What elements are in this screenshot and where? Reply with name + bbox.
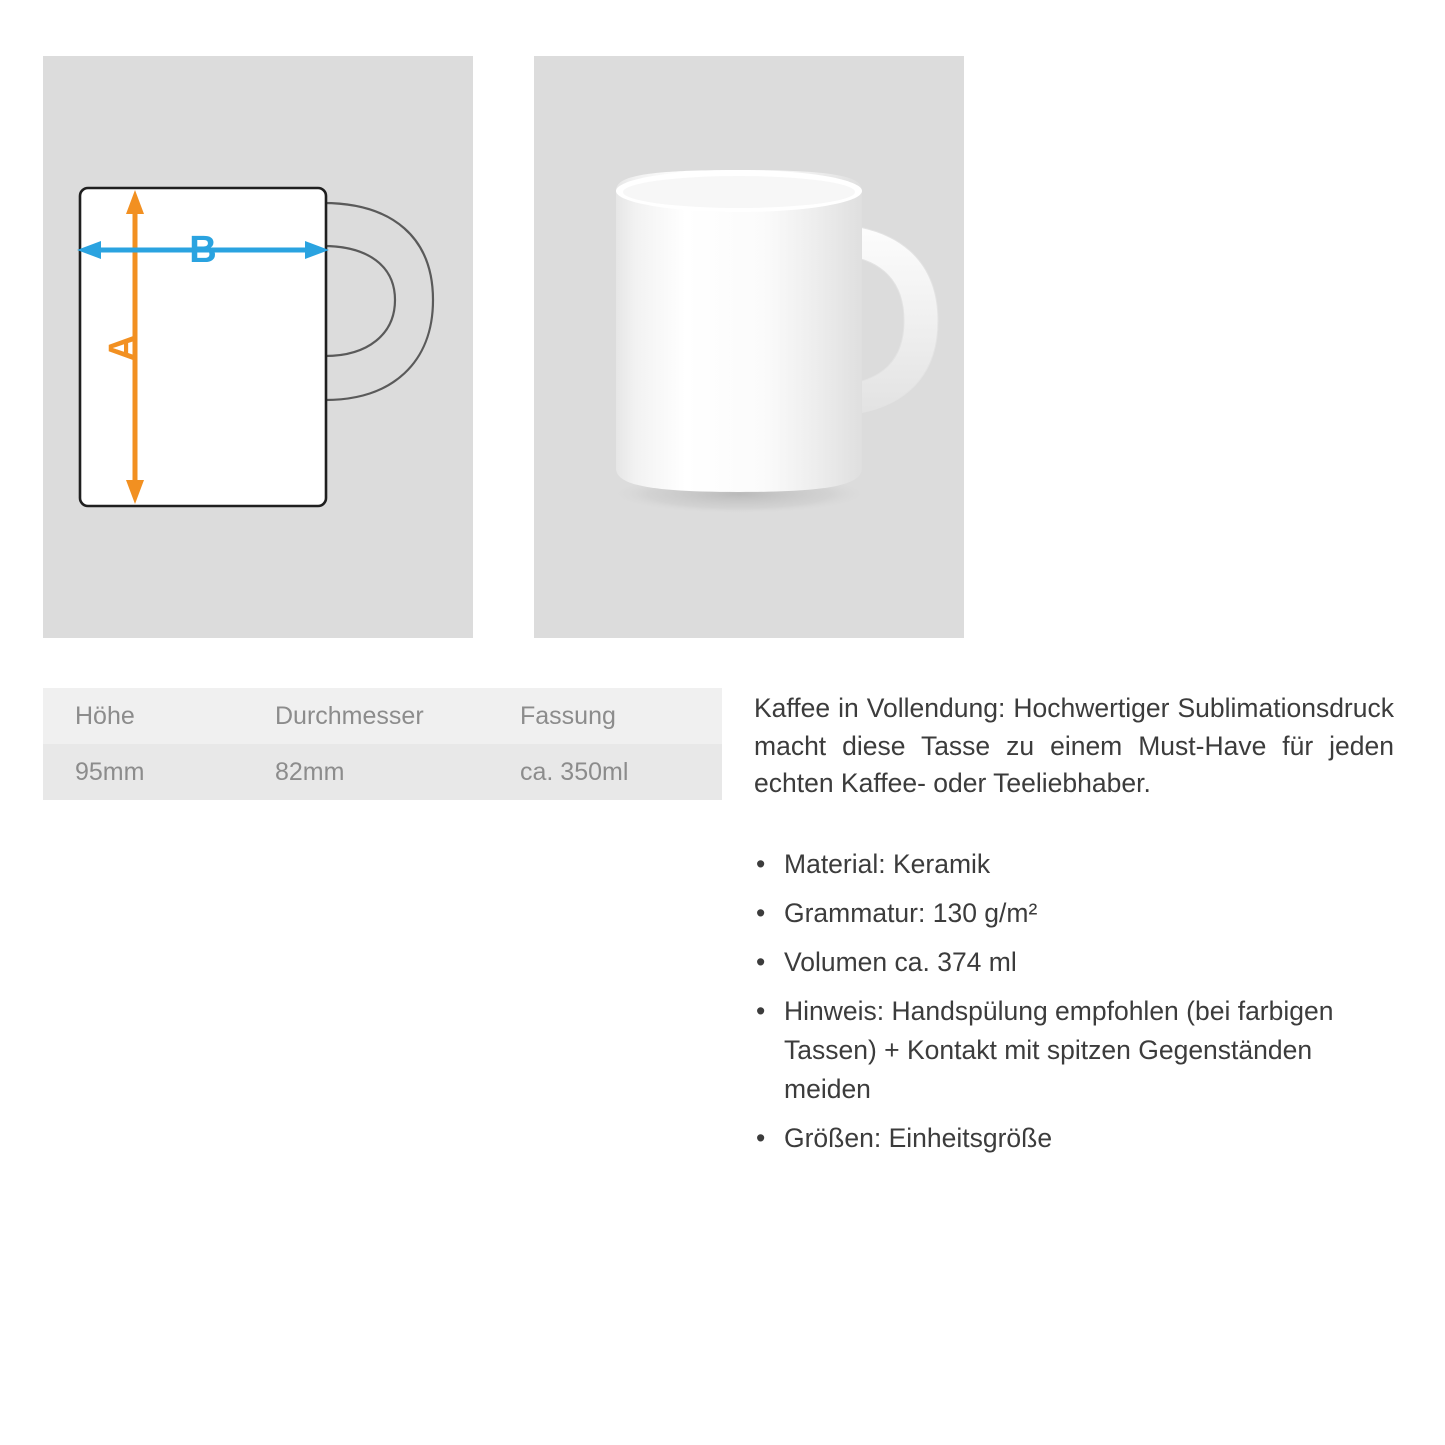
mug-dimension-panel	[43, 56, 473, 638]
bullet-icon: •	[756, 1122, 766, 1153]
mug-handle-outline	[323, 203, 433, 400]
feature-grammage: Grammatur: 130 g/m²	[784, 897, 1038, 928]
specification-table	[43, 688, 722, 800]
mug-rim-inner	[623, 176, 855, 208]
cell-height: 95mm	[75, 758, 145, 786]
mug-body	[616, 170, 862, 492]
mug-handle-inner	[323, 246, 395, 356]
list-item	[754, 943, 1394, 982]
mug-dimension-diagram	[43, 56, 473, 638]
bullet-icon: •	[756, 946, 766, 977]
cell-diameter: 82mm	[275, 758, 345, 786]
height-label: A	[102, 334, 144, 362]
description-intro: Kaffee in Vollendung: Hochwertiger Sublimationsdruck macht diese Tasse zu einem Must-Have für jeden echten Kaffee- oder Teeliebhaber.	[754, 693, 1394, 799]
bullet-icon: •	[756, 897, 766, 928]
column-header-diameter: Durchmesser	[275, 702, 424, 730]
table-row	[43, 744, 722, 800]
feature-list	[754, 845, 1394, 1158]
column-header-height: Höhe	[75, 702, 135, 730]
feature-material: Material: Keramik	[784, 848, 991, 879]
mug-photo-panel	[534, 56, 964, 638]
feature-note: Hinweis: Handspülung empfohlen (bei farbigen Tassen) + Kontakt mit spitzen Gegenständen meiden	[784, 995, 1334, 1104]
column-header-capacity: Fassung	[520, 702, 616, 730]
list-item	[754, 1119, 1394, 1158]
list-item	[754, 894, 1394, 933]
table-header-row	[43, 688, 722, 744]
bullet-icon: •	[756, 848, 766, 879]
feature-volume: Volumen ca. 374 ml	[784, 946, 1017, 977]
product-description	[754, 690, 1394, 1168]
list-item	[754, 992, 1394, 1109]
cell-capacity: ca. 350ml	[520, 758, 629, 786]
list-item	[754, 845, 1394, 884]
bullet-icon: •	[756, 995, 766, 1026]
feature-sizes: Größen: Einheitsgröße	[784, 1122, 1053, 1153]
mug-photo	[534, 56, 964, 638]
diameter-label: B	[189, 229, 217, 271]
